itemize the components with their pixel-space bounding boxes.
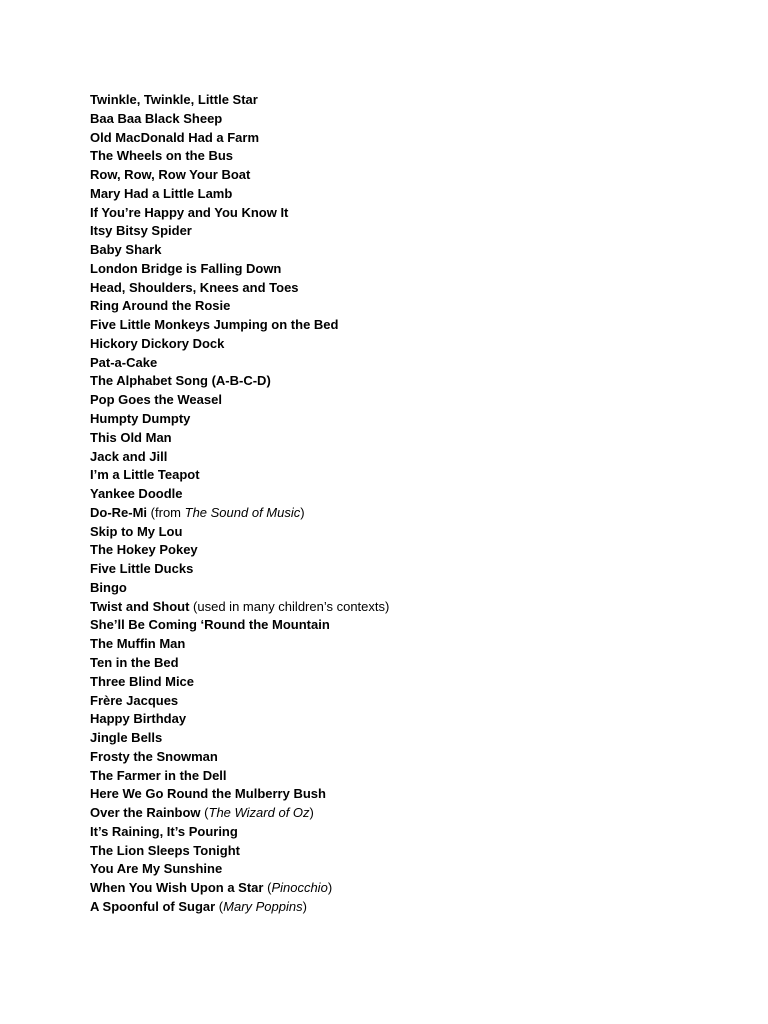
song-title: Ring Around the Rosie bbox=[90, 298, 231, 314]
song-list-item bbox=[90, 410, 389, 429]
song-note bbox=[151, 505, 305, 520]
song-title: Happy Birthday bbox=[90, 711, 187, 727]
song-list-item bbox=[90, 504, 389, 523]
song-title: The Muffin Man bbox=[90, 636, 186, 652]
song-note bbox=[267, 880, 332, 895]
song-title: I’m a Little Teapot bbox=[90, 467, 200, 483]
song-list-item bbox=[90, 785, 389, 804]
song-list-item bbox=[90, 222, 389, 241]
song-title: The Hokey Pokey bbox=[90, 542, 198, 558]
song-title: Twist and Shout bbox=[90, 598, 190, 614]
song-title: This Old Man bbox=[90, 429, 172, 445]
song-list-item bbox=[90, 335, 389, 354]
song-title: She’ll Be Coming ‘Round the Mountain bbox=[90, 617, 330, 633]
song-list-item bbox=[90, 204, 389, 223]
song-list-item bbox=[90, 654, 389, 673]
song-title: Here We Go Round the Mulberry Bush bbox=[90, 786, 326, 802]
song-note-text: ( bbox=[204, 805, 209, 821]
song-title: Five Little Monkeys Jumping on the Bed bbox=[90, 317, 339, 333]
song-title: Yankee Doodle bbox=[90, 486, 183, 502]
song-title: It’s Raining, It’s Pouring bbox=[90, 823, 238, 839]
song-list-item bbox=[90, 560, 389, 579]
song-list-item bbox=[90, 485, 389, 504]
song-list-item bbox=[90, 391, 389, 410]
song-title: London Bridge is Falling Down bbox=[90, 260, 282, 276]
song-title: Old MacDonald Had a Farm bbox=[90, 129, 260, 145]
song-list-item bbox=[90, 673, 389, 692]
song-title: Baa Baa Black Sheep bbox=[90, 110, 223, 126]
song-title: Twinkle, Twinkle, Little Star bbox=[90, 92, 258, 107]
song-list-item bbox=[90, 804, 389, 823]
song-list-item bbox=[90, 879, 389, 898]
song-title: Skip to My Lou bbox=[90, 523, 183, 539]
song-note-text: ) bbox=[302, 898, 307, 914]
song-list-item bbox=[90, 541, 389, 560]
song-list-item bbox=[90, 297, 389, 316]
song-list-item bbox=[90, 579, 389, 598]
song-list-item bbox=[90, 842, 389, 861]
song-list-item bbox=[90, 767, 389, 786]
song-title: Row, Row, Row Your Boat bbox=[90, 167, 251, 183]
song-list-item bbox=[90, 372, 389, 391]
song-title: Do-Re-Mi bbox=[90, 504, 148, 520]
song-note bbox=[204, 805, 314, 820]
song-title: Itsy Bitsy Spider bbox=[90, 223, 192, 239]
song-list-item bbox=[90, 185, 389, 204]
song-source-title: Pinocchio bbox=[271, 880, 328, 896]
song-source-title: The Sound of Music bbox=[184, 504, 301, 520]
song-note bbox=[193, 599, 389, 614]
song-list-item bbox=[90, 354, 389, 373]
song-list-item bbox=[90, 616, 389, 635]
song-title: Hickory Dickory Dock bbox=[90, 335, 225, 351]
song-title: A Spoonful of Sugar bbox=[90, 898, 216, 914]
song-title: Pat-a-Cake bbox=[90, 354, 158, 370]
song-list-item bbox=[90, 598, 389, 617]
song-title: Frère Jacques bbox=[90, 692, 179, 708]
song-title: The Lion Sleeps Tonight bbox=[90, 842, 240, 858]
song-title: Bingo bbox=[90, 579, 127, 595]
song-title: If You’re Happy and You Know It bbox=[90, 204, 289, 220]
song-list-item bbox=[90, 110, 389, 129]
song-note-text: ) bbox=[309, 805, 314, 821]
song-title: Baby Shark bbox=[90, 242, 162, 258]
song-title: Jingle Bells bbox=[90, 730, 163, 746]
song-title: Five Little Ducks bbox=[90, 561, 194, 577]
song-list-item bbox=[90, 748, 389, 767]
song-title: The Farmer in the Dell bbox=[90, 767, 227, 783]
song-note-text: ( bbox=[218, 898, 224, 914]
song-list-item bbox=[90, 260, 389, 279]
song-list-item bbox=[90, 898, 389, 917]
song-title: The Alphabet Song (A-B-C-D) bbox=[90, 373, 271, 389]
song-list-item bbox=[90, 692, 389, 711]
song-title: Humpty Dumpty bbox=[90, 411, 191, 427]
song-note bbox=[219, 899, 307, 914]
song-list-item bbox=[90, 635, 389, 654]
song-title: When You Wish Upon a Star bbox=[90, 880, 264, 896]
song-title: The Wheels on the Bus bbox=[90, 148, 234, 164]
song-list-item bbox=[90, 129, 389, 148]
song-title: You Are My Sunshine bbox=[90, 861, 223, 877]
song-title: Head, Shoulders, Knees and Toes bbox=[90, 279, 299, 295]
song-note-text: ) bbox=[300, 504, 305, 520]
song-list-item bbox=[90, 710, 389, 729]
song-title: Ten in the Bed bbox=[90, 654, 179, 670]
song-list-item bbox=[90, 241, 389, 260]
song-note-text: ( bbox=[267, 880, 272, 896]
song-note-text: (used in many children’s contexts) bbox=[193, 598, 390, 614]
song-list-item bbox=[90, 860, 389, 879]
song-list bbox=[90, 91, 389, 917]
song-title: Mary Had a Little Lamb bbox=[90, 185, 233, 201]
song-list-item bbox=[90, 91, 389, 110]
song-source-title: The Wizard of Oz bbox=[208, 805, 310, 821]
song-list-item bbox=[90, 279, 389, 298]
song-list-item bbox=[90, 729, 389, 748]
song-note-text: (from bbox=[150, 504, 185, 520]
song-title: Three Blind Mice bbox=[90, 673, 195, 689]
song-list-item bbox=[90, 466, 389, 485]
song-list-item bbox=[90, 429, 389, 448]
song-list-item bbox=[90, 523, 389, 542]
song-source-title: Mary Poppins bbox=[223, 898, 303, 914]
song-list-item bbox=[90, 823, 389, 842]
song-title: Jack and Jill bbox=[90, 448, 168, 464]
song-title: Frosty the Snowman bbox=[90, 748, 218, 764]
song-list-item bbox=[90, 166, 389, 185]
song-list-item bbox=[90, 316, 389, 335]
song-list-item bbox=[90, 147, 389, 166]
song-note-text: ) bbox=[327, 880, 333, 896]
song-title: Pop Goes the Weasel bbox=[90, 392, 222, 408]
song-list-item bbox=[90, 448, 389, 467]
song-title: Over the Rainbow bbox=[90, 805, 201, 821]
